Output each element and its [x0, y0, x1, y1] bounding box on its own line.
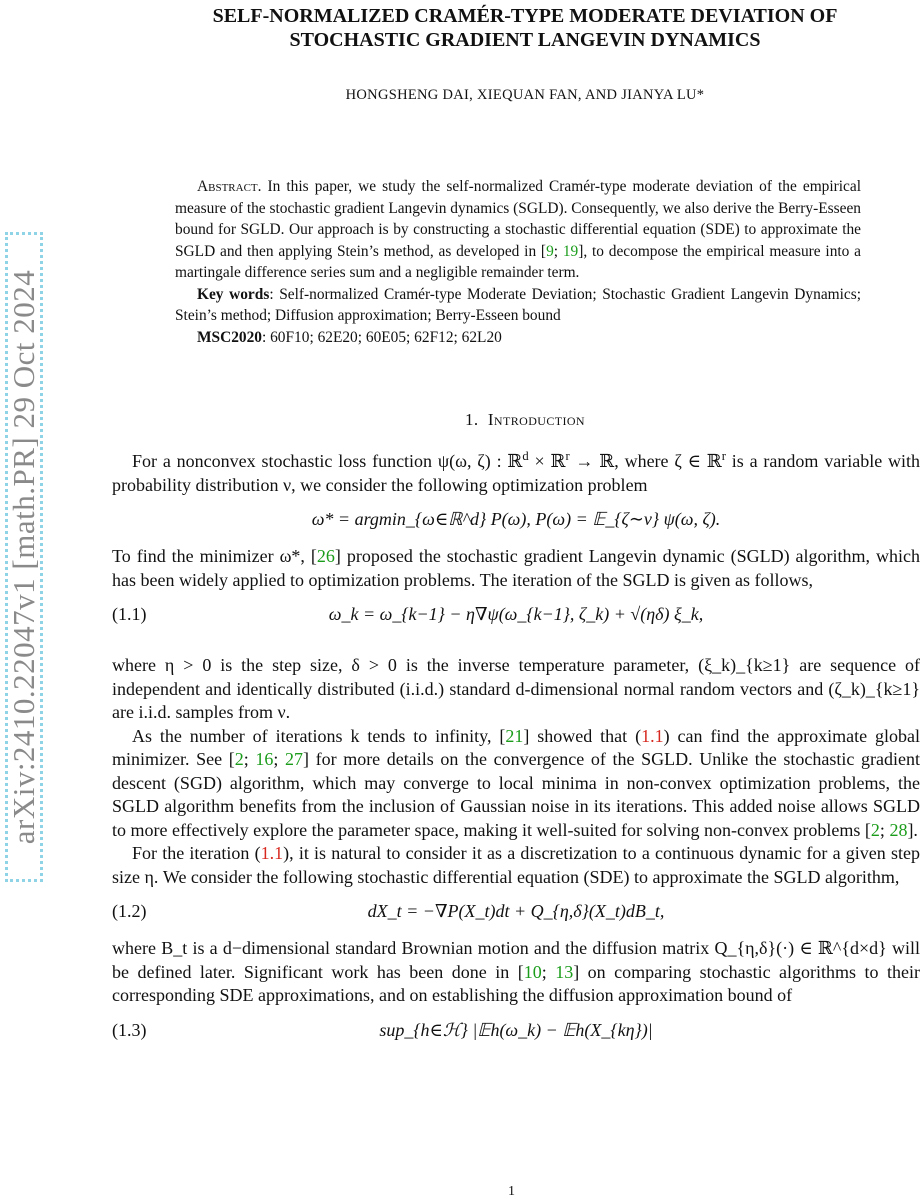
- citation-separator: ;: [879, 819, 890, 840]
- p6-text-a: where B_t is a d−dimensional standard Brownian motion and the diffusion matrix Q_{η,δ}(·) ∈ ℝ^{d×d} will be defined later. Significant work has been done in [: [112, 938, 920, 982]
- paragraph-1: [112, 445, 920, 497]
- equation-ref-link[interactable]: 1.1: [641, 725, 664, 746]
- equation-1-2: [112, 898, 920, 928]
- title-line-2: STOCHASTIC GRADIENT LANGEVIN DYNAMICS: [289, 29, 761, 51]
- author-list: HONGSHENG DAI, XIEQUAN FAN, AND JIANYA LU*: [345, 87, 705, 103]
- citation-link[interactable]: 27: [284, 749, 303, 769]
- keywords-label: Key words: [197, 285, 270, 303]
- equation-1-3: [112, 1017, 920, 1047]
- keywords-line: [175, 284, 861, 327]
- msc-line: [175, 327, 861, 349]
- p4-text-b: ] showed that (: [523, 725, 642, 746]
- msc-label: MSC2020: [197, 328, 262, 346]
- p4-text-c: ) can find the approximate global minimizer. See [: [112, 725, 920, 769]
- citation-link[interactable]: 16: [255, 749, 274, 769]
- p1-text-e: is a random variable with probability distribution ν, we consider the following optimization problem: [112, 451, 921, 495]
- equation-1-1: [112, 601, 920, 645]
- p4-text-e: ].: [907, 819, 918, 840]
- p1-text-a: For a nonconvex stochastic loss function ψ(ω, ζ) : ℝ: [132, 451, 523, 471]
- citation-link[interactable]: 9: [546, 242, 554, 260]
- section-heading: [130, 410, 920, 430]
- citation-link[interactable]: 26: [316, 546, 335, 566]
- p1-sup-r2: r: [721, 449, 726, 463]
- p5-text-a: For the iteration (: [132, 843, 261, 863]
- equation-body: dX_t = −∇P(X_t)dt + Q_{η,δ}(X_t)dB_t,: [367, 901, 665, 921]
- citation-link[interactable]: 2: [234, 749, 244, 769]
- keywords-text: : Self-normalized Cramér-type Moderate Deviation; Stochastic Gradient Langevin Dynamics; Stein’s method; Diffusion approximation; Berry-Esseen bound: [175, 285, 861, 324]
- equation-body: ω* = argmin_{ω∈ℝ^d} P(ω), P(ω) = 𝔼_{ζ∼ν} ψ(ω, ζ).: [311, 509, 721, 529]
- equation-body: sup_{h∈ℋ} |𝔼h(ω_k) − 𝔼h(X_{kη})|: [379, 1019, 653, 1040]
- citation-link[interactable]: 13: [555, 961, 574, 982]
- title-line-1: SELF-NORMALIZED CRAMÉR-TYPE MODERATE DEVIATION OF: [212, 5, 838, 27]
- p4-text-a: As the number of iterations k tends to infinity, [: [132, 725, 506, 746]
- main-text: [112, 445, 920, 1056]
- equation-ref-link[interactable]: 1.1: [260, 843, 284, 863]
- equation-body: ω_k = ω_{k−1} − η∇ψ(ω_{k−1}, ζ_k) + √(ηδ) ξ_k,: [328, 604, 704, 624]
- page-number: 1: [508, 1184, 515, 1199]
- p1-sup-r: r: [565, 449, 570, 463]
- p2-text-b: ] proposed the stochastic gradient Langevin dynamic (SGLD) algorithm, which has been widely applied to optimization problems. The iteration of the SGLD is given as follows,: [112, 546, 920, 590]
- msc-text: : 60F10; 62E20; 60E05; 62F12; 62L20: [261, 328, 502, 346]
- p6-text-b: ] on comparing stochastic algorithms to their corresponding SDE approximations, and on establishing the diffusion approximation bound of: [112, 961, 920, 1005]
- citation-separator: ;: [273, 749, 285, 769]
- citation-separator: ;: [553, 242, 563, 260]
- arxiv-stamp: [5, 232, 43, 882]
- abstract-text-2: ], to decompose the empirical measure into a martingale difference series sum and a negligible remainder term.: [175, 242, 861, 281]
- equation-unnumbered: [112, 506, 920, 536]
- citation-link[interactable]: 19: [562, 242, 579, 260]
- paragraph-6: [112, 937, 920, 1008]
- paragraph-3: where η > 0 is the step size, δ > 0 is the inverse temperature parameter, (ξ_k)_{k≥1} are sequence of independent and identically distributed (i.i.d.) standard d-dimensional normal random vectors and (ζ_k)_{k≥1} are i.i.d. samples from ν.: [112, 655, 920, 722]
- paragraph-4: [112, 725, 920, 843]
- p4-text-d: ] for more details on the convergence of the SGLD. Unlike the stochastic gradient descent (SGD) algorithm, which may converge to local minima in non-convex optimization problems, the SGLD algorithm benefits from the inclusion of Gaussian noise in its iterations. This added noise allows SGLD to more effectively explore the parameter space, making it well-suited for solving non-convex problems [: [112, 749, 920, 840]
- p1-text-c: → ℝ, where ζ ∈ ℝ: [569, 451, 722, 471]
- citation-link[interactable]: 10: [523, 961, 542, 982]
- citation-link[interactable]: 21: [505, 725, 524, 746]
- citation-separator: ;: [541, 961, 556, 982]
- abstract-text-1: In this paper, we study the self-normalized Cramér-type moderate deviation of the empirical measure of the stochastic gradient Langevin dynamics (SGLD). Consequently, we also derive the Berry-Esseen bound for SGLD. Our approach is by constructing a stochastic differential equation (SDE) to approximate the SGLD and then applying Stein’s method, as developed in [: [175, 178, 861, 260]
- citation-separator: ;: [243, 749, 256, 769]
- p1-sup-d: d: [522, 449, 529, 463]
- equation-number: (1.3): [112, 1019, 147, 1040]
- arxiv-identifier: arXiv:2410.22047v1 [math.PR] 29 Oct 2024: [6, 269, 41, 845]
- abstract-paragraph: [175, 176, 861, 284]
- abstract-block: [175, 176, 861, 348]
- section-title: Introduction: [487, 410, 585, 429]
- abstract-label: Abstract.: [197, 178, 262, 195]
- citation-link[interactable]: 2: [870, 819, 880, 840]
- citation-link[interactable]: 28: [889, 819, 908, 840]
- p2-text-a: To find the minimizer ω*, [: [112, 546, 317, 566]
- paragraph-2: [112, 545, 920, 592]
- paragraph-5: [112, 842, 920, 889]
- equation-number: (1.2): [112, 901, 147, 921]
- p5-text-b: ), it is natural to consider it as a discretization to a continuous dynamic for a given step size η. We consider the following stochastic differential equation (SDE) to approximate the SGLD algorithm,: [112, 843, 921, 887]
- paper-title: [130, 4, 920, 52]
- equation-number: (1.1): [112, 604, 147, 624]
- section-number: 1.: [465, 410, 479, 429]
- p1-text-b: × ℝ: [528, 451, 566, 471]
